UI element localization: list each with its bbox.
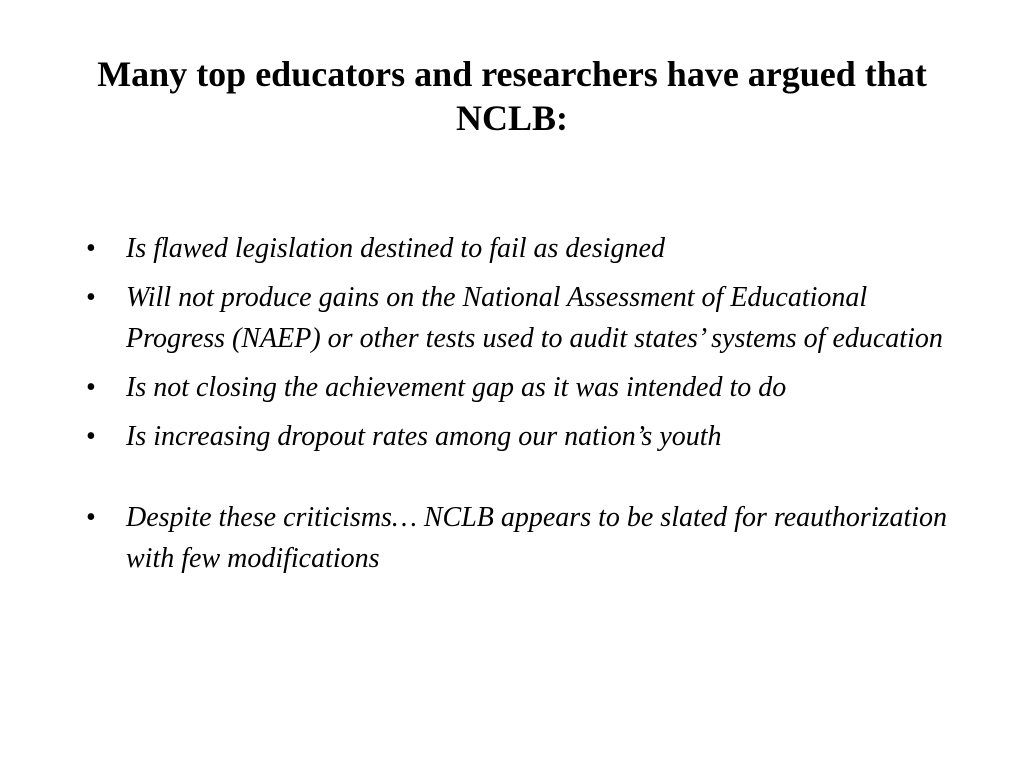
bullet-icon: •	[86, 502, 96, 533]
bullet-icon: •	[86, 372, 96, 403]
bullet-text: Is increasing dropout rates among our nation’s youth	[126, 421, 722, 452]
bullet-text: Will not produce gains on the National Assessment of Educational Progress (NAEP) or other tests used to audit states’ systems of education	[126, 282, 943, 354]
bullet-item	[86, 497, 956, 579]
slide-title: Many top educators and researchers have argued that NCLB:	[97, 54, 927, 138]
bullet-text: Despite these criticisms… NCLB appears to be slated for reauthorization with few modifications	[126, 502, 948, 574]
bullet-icon: •	[86, 282, 96, 313]
bullet-item	[86, 416, 956, 457]
bullet-item	[86, 367, 956, 408]
bullet-item	[86, 277, 956, 359]
bullet-text: Is flawed legislation destined to fail as designed	[126, 233, 665, 264]
bullet-icon: •	[86, 421, 96, 452]
bullet-list	[86, 228, 956, 587]
bullet-item	[86, 228, 956, 269]
bullet-icon: •	[86, 233, 96, 264]
bullet-text: Is not closing the achievement gap as it was intended to do	[126, 372, 787, 403]
